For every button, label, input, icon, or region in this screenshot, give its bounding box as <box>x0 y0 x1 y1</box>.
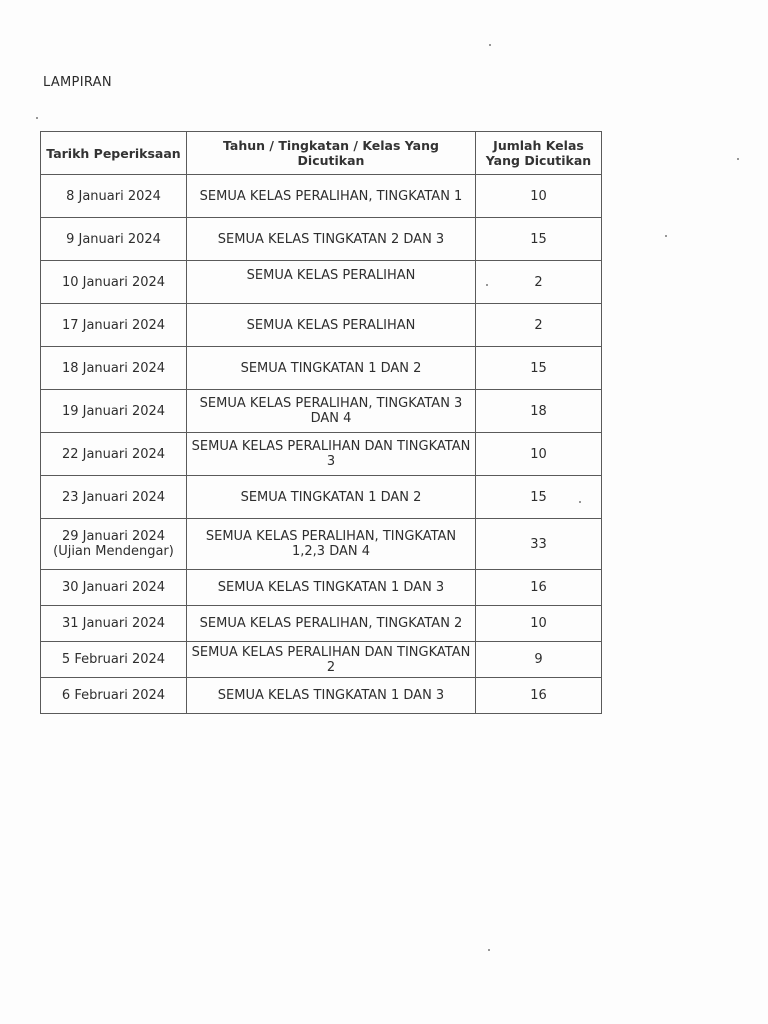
exam-date-cell: 30 Januari 2024 <box>41 570 187 606</box>
exam-date-cell: 9 Januari 2024 <box>41 218 187 261</box>
count-cell: 10 <box>476 433 602 476</box>
count-cell: 18 <box>476 390 602 433</box>
scan-speck <box>579 501 581 503</box>
table-row <box>41 476 602 519</box>
classes-cell: SEMUA KELAS PERALIHAN, TINGKATAN 3 DAN 4 <box>187 390 476 433</box>
count-cell: 15 <box>476 218 602 261</box>
count-cell: 16 <box>476 570 602 606</box>
classes-cell: SEMUA KELAS PERALIHAN <box>187 304 476 347</box>
classes-cell: SEMUA KELAS PERALIHAN, TINGKATAN 2 <box>187 606 476 642</box>
classes-cell: SEMUA TINGKATAN 1 DAN 2 <box>187 347 476 390</box>
count-cell: 16 <box>476 678 602 714</box>
exam-date-cell: 19 Januari 2024 <box>41 390 187 433</box>
exam-date-cell: 10 Januari 2024 <box>41 261 187 304</box>
exam-date-cell: 6 Februari 2024 <box>41 678 187 714</box>
classes-cell: SEMUA KELAS TINGKATAN 1 DAN 3 <box>187 678 476 714</box>
classes-cell: SEMUA KELAS PERALIHAN, TINGKATAN 1,2,3 DAN 4 <box>187 519 476 570</box>
table-header-row <box>41 132 602 175</box>
classes-cell: SEMUA KELAS PERALIHAN, TINGKATAN 1 <box>187 175 476 218</box>
table-row <box>41 218 602 261</box>
scan-speck <box>737 158 739 160</box>
table-row <box>41 678 602 714</box>
exam-date-cell: 23 Januari 2024 <box>41 476 187 519</box>
classes-cell: SEMUA KELAS TINGKATAN 1 DAN 3 <box>187 570 476 606</box>
table-row <box>41 390 602 433</box>
scan-speck <box>489 44 491 46</box>
count-cell: 2 <box>476 304 602 347</box>
count-cell: 9 <box>476 642 602 678</box>
classes-cell: SEMUA KELAS PERALIHAN DAN TINGKATAN 2 <box>187 642 476 678</box>
table-row <box>41 642 602 678</box>
exam-date-cell: 17 Januari 2024 <box>41 304 187 347</box>
scan-speck <box>665 235 667 237</box>
exam-date-cell: 31 Januari 2024 <box>41 606 187 642</box>
count-cell: 33 <box>476 519 602 570</box>
count-cell: 15 <box>476 347 602 390</box>
classes-cell: SEMUA KELAS PERALIHAN DAN TINGKATAN 3 <box>187 433 476 476</box>
table-row <box>41 519 602 570</box>
classes-cell: SEMUA KELAS TINGKATAN 2 DAN 3 <box>187 218 476 261</box>
scan-speck <box>486 284 488 286</box>
exam-date-cell: 29 Januari 2024 (Ujian Mendengar) <box>41 519 187 570</box>
classes-text: SEMUA KELAS PERALIHAN <box>246 267 416 283</box>
table-row <box>41 433 602 476</box>
classes-cell <box>187 261 476 304</box>
table-row <box>41 175 602 218</box>
exam-date-cell: 8 Januari 2024 <box>41 175 187 218</box>
exam-holiday-table <box>40 131 602 714</box>
header-class-count: Jumlah Kelas Yang Dicutikan <box>476 132 602 175</box>
count-cell: 15 <box>476 476 602 519</box>
count-cell: 10 <box>476 606 602 642</box>
header-classes: Tahun / Tingkatan / Kelas Yang Dicutikan <box>187 132 476 175</box>
table-row <box>41 347 602 390</box>
exam-date-cell: 18 Januari 2024 <box>41 347 187 390</box>
count-cell: 2 <box>476 261 602 304</box>
header-exam-date: Tarikh Peperiksaan <box>41 132 187 175</box>
scan-speck <box>488 949 490 951</box>
table-row <box>41 606 602 642</box>
classes-cell: SEMUA TINGKATAN 1 DAN 2 <box>187 476 476 519</box>
document-heading: LAMPIRAN <box>43 75 112 90</box>
table-row <box>41 261 602 304</box>
exam-date-cell: 22 Januari 2024 <box>41 433 187 476</box>
count-cell: 10 <box>476 175 602 218</box>
table-row <box>41 304 602 347</box>
scan-speck <box>36 117 38 119</box>
table-row <box>41 570 602 606</box>
exam-date-cell: 5 Februari 2024 <box>41 642 187 678</box>
